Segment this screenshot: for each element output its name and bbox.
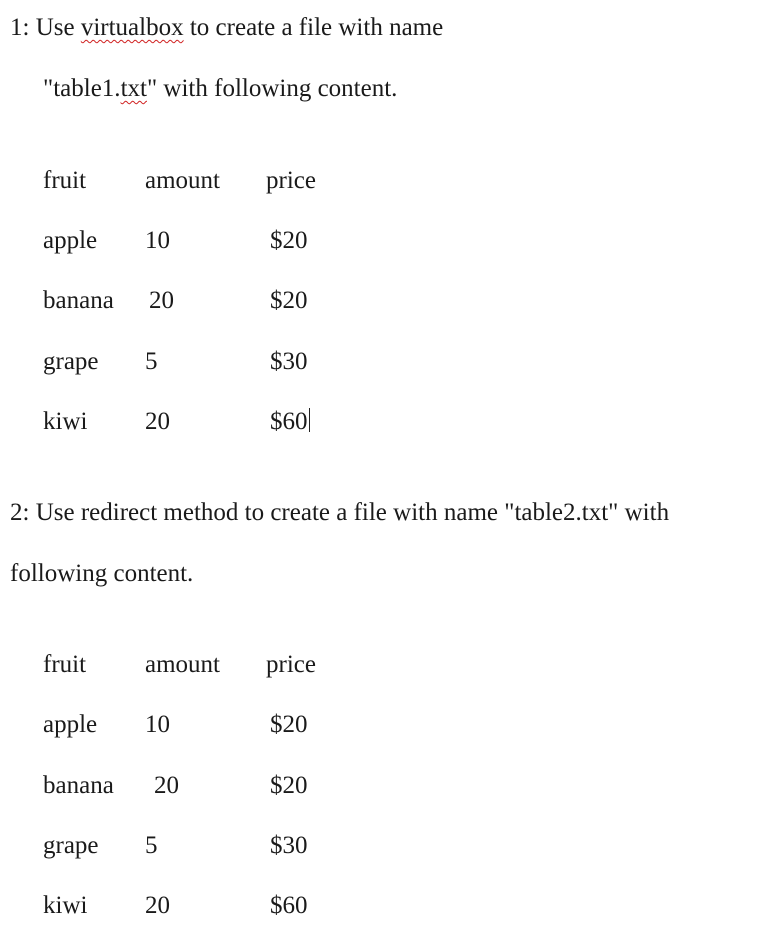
task2-row-banana-fruit: banana xyxy=(43,772,114,799)
task1-file-base: table1. xyxy=(53,75,121,102)
task2-row-apple-amount: 10 xyxy=(145,711,170,738)
task2-row-kiwi-amount: 20 xyxy=(145,892,170,919)
task2-row-grape-fruit: grape xyxy=(43,832,99,859)
task2-row-banana-price: $20 xyxy=(270,772,308,799)
task2-row-grape-amount: 5 xyxy=(145,832,158,859)
task2-row-kiwi-fruit: kiwi xyxy=(43,892,88,919)
task1-tool-name: virtualbox xyxy=(80,14,184,41)
task1-header-price: price xyxy=(266,167,316,194)
task2-row-apple-fruit: apple xyxy=(43,711,98,738)
task2-row-apple-price: $20 xyxy=(270,711,308,738)
task1-prefix: Use xyxy=(35,14,81,41)
task2-header-price: price xyxy=(266,651,316,678)
task1-file-ext: txt xyxy=(120,75,147,102)
task1-row-apple-amount: 10 xyxy=(145,227,170,254)
task1-row-apple-fruit: apple xyxy=(43,227,98,254)
task1-row-banana-amount: 20 xyxy=(149,287,174,314)
task2-header-amount: amount xyxy=(145,651,220,678)
task1-header-amount: amount xyxy=(145,167,220,194)
task1-row-kiwi-price: $60 xyxy=(270,408,308,435)
task1-header-fruit: fruit xyxy=(43,167,87,194)
task1-line2 xyxy=(43,74,397,104)
text-cursor xyxy=(309,408,310,432)
task2-header-fruit: fruit xyxy=(43,651,87,678)
task2-line1: 2: Use redirect method to create a file with name "table2.txt" with xyxy=(10,499,670,526)
task1-line2-rest: " with following content. xyxy=(146,75,398,102)
task2-row-banana-amount: 20 xyxy=(154,772,179,799)
task1-number: 1: xyxy=(10,14,30,41)
task1-quote-open: " xyxy=(43,75,54,102)
task1-row-grape-price: $30 xyxy=(270,348,308,375)
task1-row-grape-fruit: grape xyxy=(43,348,99,375)
task2-row-kiwi-price: $60 xyxy=(270,892,308,919)
task1-row-kiwi-fruit: kiwi xyxy=(43,408,88,435)
task1-suffix: to create a file with name xyxy=(183,14,444,41)
task1-row-banana-fruit: banana xyxy=(43,287,114,314)
task2-line2: following content. xyxy=(10,560,194,587)
task2-row-grape-price: $30 xyxy=(270,832,308,859)
task1-row-banana-price: $20 xyxy=(270,287,308,314)
task1-row-kiwi-amount: 20 xyxy=(145,408,170,435)
task1-row-kiwi-price-cell[interactable] xyxy=(270,407,310,437)
task1-row-grape-amount: 5 xyxy=(145,348,158,375)
task1-row-apple-price: $20 xyxy=(270,227,308,254)
task1-line1 xyxy=(10,13,443,43)
